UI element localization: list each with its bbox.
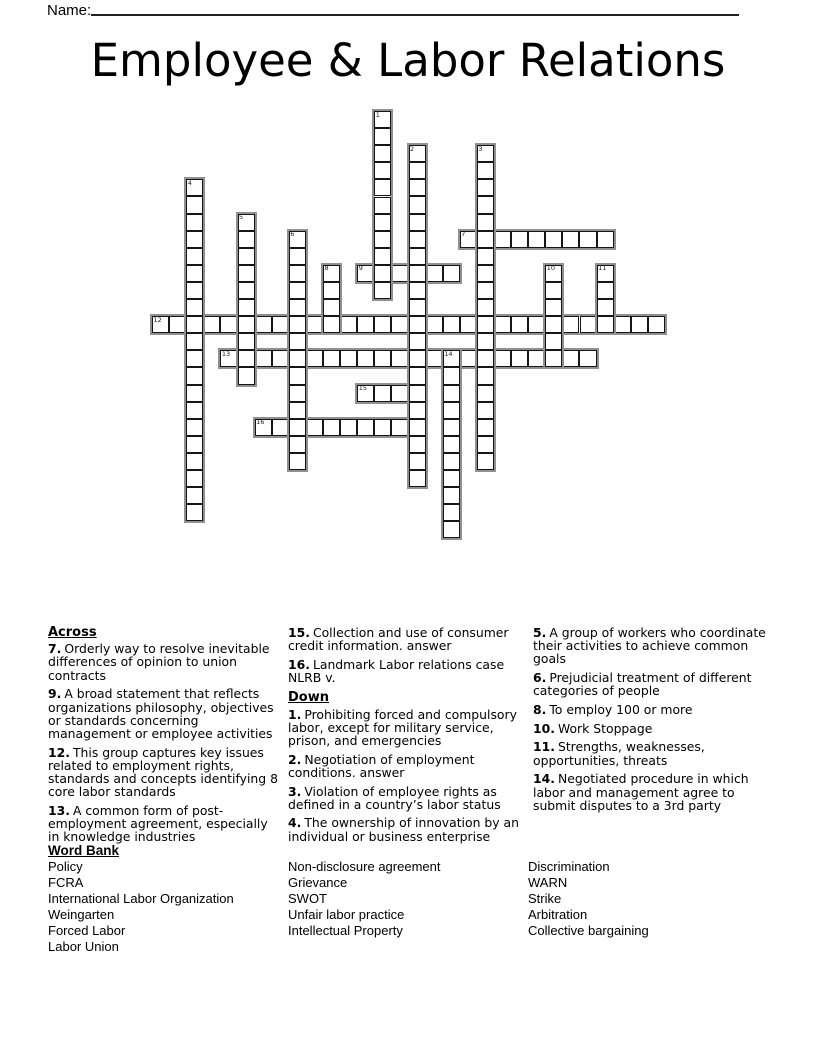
grid-cell[interactable] (614, 316, 631, 333)
grid-cell[interactable] (289, 402, 306, 419)
grid-cell[interactable] (443, 436, 460, 453)
grid-cell[interactable] (340, 350, 357, 367)
grid-cell[interactable] (477, 402, 494, 419)
clue-number: 5. (533, 625, 547, 640)
clue-number: 12. (48, 744, 70, 760)
grid-cell[interactable] (289, 453, 306, 470)
clue-text: Strengths, weaknesses, opportunities, threats (533, 739, 705, 768)
grid-cell[interactable] (443, 419, 460, 436)
clue-number-label: 14 (444, 349, 453, 358)
word-4-down (184, 177, 205, 523)
grid-cell[interactable] (409, 367, 426, 384)
grid-cell[interactable] (443, 367, 460, 384)
grid-cell[interactable] (186, 248, 203, 265)
grid-cell[interactable] (289, 436, 306, 453)
grid-cell[interactable] (238, 248, 255, 265)
grid-cell[interactable] (477, 367, 494, 384)
down-heading: Down (288, 690, 329, 706)
grid-cell[interactable] (374, 419, 391, 436)
grid-cell[interactable] (203, 316, 220, 333)
clue-across-7 (48, 642, 278, 682)
grid-cell[interactable] (186, 333, 203, 350)
grid-cell[interactable] (477, 436, 494, 453)
grid-cell[interactable] (477, 316, 494, 333)
word-bank-item: Weingarten (48, 907, 115, 923)
clue-number: 9. (48, 686, 62, 702)
clue-number: 7. (48, 641, 62, 657)
grid-cell[interactable] (238, 367, 255, 384)
grid-cell[interactable] (289, 248, 306, 265)
grid-cell[interactable] (409, 385, 426, 402)
grid-cell[interactable] (186, 504, 203, 521)
grid-cell[interactable] (494, 350, 511, 367)
clue-across-13 (48, 804, 278, 844)
clue-text: A common form of post-employment agreement, especially in knowledge industries (48, 802, 268, 845)
word-14-down (441, 348, 462, 540)
grid-cell[interactable] (289, 385, 306, 402)
grid-cell[interactable] (357, 350, 374, 367)
word-1-down (372, 109, 393, 301)
grid-cell[interactable] (545, 350, 562, 367)
clue-number: 2. (288, 751, 302, 767)
grid-cell[interactable] (186, 487, 203, 504)
clue-text: Collection and use of consumer credit information. answer (288, 625, 509, 654)
grid-cell[interactable] (289, 419, 306, 436)
clue-number: 1. (288, 706, 302, 722)
word-bank-item: Forced Labor (48, 923, 126, 939)
word-3-down (475, 143, 496, 472)
word-2-down (407, 143, 428, 489)
clue-number-label: 5 (239, 213, 244, 222)
grid-cell[interactable] (340, 419, 357, 436)
clue-down-11 (533, 740, 776, 766)
clue-text: Negotiation of employment conditions. answer (288, 751, 475, 780)
grid-cell[interactable] (597, 231, 614, 248)
word-bank-heading: Word Bank (48, 843, 120, 858)
grid-cell[interactable] (238, 350, 255, 367)
clue-number-label: 15 (358, 384, 367, 393)
clue-column-3 (533, 626, 776, 817)
word-bank-item: Labor Union (48, 939, 119, 955)
clue-down-5 (533, 626, 776, 666)
grid-cell[interactable] (186, 453, 203, 470)
grid-cell[interactable] (409, 299, 426, 316)
grid-cell[interactable] (409, 316, 426, 333)
grid-cell[interactable] (631, 316, 648, 333)
grid-cell[interactable] (597, 299, 614, 316)
grid-cell[interactable] (306, 350, 323, 367)
grid-cell[interactable] (477, 350, 494, 367)
grid-cell[interactable] (186, 214, 203, 231)
grid-cell[interactable] (289, 350, 306, 367)
grid-cell[interactable] (477, 214, 494, 231)
grid-cell[interactable] (238, 299, 255, 316)
grid-cell[interactable] (357, 419, 374, 436)
grid-cell[interactable] (545, 333, 562, 350)
grid-cell[interactable] (443, 316, 460, 333)
clue-number: 10. (533, 720, 555, 736)
grid-cell[interactable] (409, 265, 426, 282)
grid-cell[interactable] (597, 316, 614, 333)
grid-cell[interactable] (443, 504, 460, 521)
clue-number-label: 12 (153, 315, 162, 324)
grid-cell[interactable] (597, 282, 614, 299)
grid-cell[interactable] (545, 316, 562, 333)
clue-down-1 (288, 708, 528, 748)
grid-cell[interactable] (374, 265, 391, 282)
grid-cell[interactable] (409, 179, 426, 196)
grid-cell[interactable] (374, 128, 391, 145)
grid-cell[interactable] (186, 299, 203, 316)
clue-down-6 (533, 671, 776, 697)
clue-number-label: 7 (461, 230, 466, 239)
grid-cell[interactable] (562, 231, 579, 248)
grid-cell[interactable] (289, 316, 306, 333)
grid-cell[interactable] (323, 299, 340, 316)
grid-cell[interactable] (186, 402, 203, 419)
grid-cell[interactable] (289, 299, 306, 316)
grid-cell[interactable] (186, 265, 203, 282)
word-bank-item: Collective bargaining (528, 923, 649, 939)
clue-down-4 (288, 816, 528, 842)
grid-cell[interactable] (238, 333, 255, 350)
grid-cell[interactable] (477, 162, 494, 179)
clue-number: 15. (288, 625, 310, 640)
grid-cell[interactable] (494, 316, 511, 333)
grid-cell[interactable] (374, 350, 391, 367)
grid-cell[interactable] (494, 231, 511, 248)
word-6-down (287, 229, 308, 472)
grid-cell[interactable] (374, 145, 391, 162)
word-bank-item: SWOT (288, 891, 327, 907)
grid-cell[interactable] (306, 419, 323, 436)
grid-cell[interactable] (477, 179, 494, 196)
grid-cell[interactable] (323, 282, 340, 299)
grid-cell[interactable] (511, 316, 528, 333)
grid-cell[interactable] (545, 231, 562, 248)
word-bank-item: Discrimination (528, 859, 610, 874)
clue-down-10 (533, 722, 776, 735)
clue-across-12 (48, 746, 278, 799)
grid-cell[interactable] (323, 419, 340, 436)
clue-down-14 (533, 772, 776, 812)
word-8-down (321, 263, 342, 335)
clue-column-1 (48, 626, 278, 849)
grid-cell[interactable] (477, 248, 494, 265)
clue-number: 4. (288, 815, 302, 831)
grid-cell[interactable] (562, 350, 579, 367)
grid-cell[interactable] (289, 367, 306, 384)
grid-cell[interactable] (323, 316, 340, 333)
grid-cell[interactable] (477, 333, 494, 350)
clue-number-label: 9 (358, 264, 363, 273)
grid-cell[interactable] (289, 333, 306, 350)
grid-cell[interactable] (477, 299, 494, 316)
clue-number: 11. (533, 739, 555, 755)
grid-cell[interactable] (409, 419, 426, 436)
clue-across-15 (288, 626, 528, 652)
word-bank-item: Grievance (288, 875, 348, 891)
word-bank-item: Unfair labor practice (288, 907, 405, 923)
word-bank-item: International Labor Organization (48, 891, 234, 907)
grid-cell[interactable] (443, 265, 460, 282)
grid-cell[interactable] (477, 419, 494, 436)
grid-cell[interactable] (477, 196, 494, 213)
grid-cell[interactable] (426, 265, 443, 282)
clue-number-label: 8 (324, 264, 329, 273)
grid-cell[interactable] (340, 316, 357, 333)
grid-cell[interactable] (186, 316, 203, 333)
grid-cell[interactable] (426, 316, 443, 333)
clue-number-label: 10 (546, 264, 556, 273)
grid-cell[interactable] (443, 402, 460, 419)
word-bank-item: Strike (528, 891, 562, 907)
word-bank-column-2 (288, 859, 440, 939)
grid-cell[interactable] (289, 282, 306, 299)
name-label: Name: (47, 2, 92, 19)
clue-down-3 (288, 785, 528, 811)
grid-cell[interactable] (409, 196, 426, 213)
clue-number: 8. (533, 702, 547, 718)
grid-cell[interactable] (186, 436, 203, 453)
grid-cell[interactable] (409, 282, 426, 299)
clue-text: This group captures key issues related to employment rights, standards and concepts identifying 8 core labor standards (48, 744, 278, 800)
grid-cell[interactable] (579, 231, 596, 248)
word-bank-column-1 (48, 859, 234, 956)
grid-cell[interactable] (186, 385, 203, 402)
clue-number-label: 3 (478, 144, 483, 153)
clue-text: The ownership of innovation by an individual or business enterprise (288, 815, 519, 844)
grid-cell[interactable] (443, 453, 460, 470)
grid-cell[interactable] (443, 487, 460, 504)
word-bank-item: Non-disclosure agreement (288, 859, 441, 874)
word-bank-item: Intellectual Property (288, 923, 403, 939)
clue-number-label: 1 (375, 110, 380, 119)
clue-number-label: 6 (290, 230, 295, 239)
clue-number-label: 2 (410, 144, 415, 153)
clue-text: Work Stoppage (557, 720, 653, 736)
clue-number-label: 16 (256, 418, 265, 427)
clue-text: Negotiated procedure in which labor and management agree to submit disputes to a 3rd party (533, 771, 749, 813)
clue-text: A group of workers who coordinate their activities to achieve common goals (533, 625, 766, 667)
word-bank-item: Policy (48, 859, 83, 874)
grid-cell[interactable] (648, 316, 665, 333)
grid-cell[interactable] (186, 470, 203, 487)
grid-cell[interactable] (238, 282, 255, 299)
grid-cell[interactable] (443, 470, 460, 487)
grid-cell[interactable] (289, 265, 306, 282)
clue-number: 3. (288, 783, 302, 799)
grid-cell[interactable] (374, 248, 391, 265)
grid-cell[interactable] (545, 282, 562, 299)
grid-cell[interactable] (443, 385, 460, 402)
grid-cell[interactable] (186, 231, 203, 248)
clue-text: Landmark Labor relations case NLRB v. (288, 656, 505, 686)
grid-cell[interactable] (409, 402, 426, 419)
clue-number-label: 4 (187, 178, 192, 187)
grid-cell[interactable] (186, 350, 203, 367)
grid-cell[interactable] (238, 231, 255, 248)
grid-cell[interactable] (477, 265, 494, 282)
grid-cell[interactable] (579, 350, 596, 367)
grid-cell[interactable] (374, 162, 391, 179)
word-5-down (236, 212, 257, 387)
clue-number: 16. (288, 656, 310, 672)
grid-cell[interactable] (374, 214, 391, 231)
grid-cell[interactable] (528, 231, 545, 248)
grid-cell[interactable] (374, 179, 391, 196)
grid-cell[interactable] (255, 316, 272, 333)
clue-text: A broad statement that reflects organizations philosophy, objectives or standards concerning management or employee activities (48, 686, 274, 741)
grid-cell[interactable] (511, 231, 528, 248)
word-11-down (595, 263, 616, 335)
grid-cell[interactable] (477, 231, 494, 248)
grid-cell[interactable] (409, 162, 426, 179)
clue-across-9 (48, 687, 278, 740)
grid-cell[interactable] (409, 436, 426, 453)
grid-cell[interactable] (409, 470, 426, 487)
grid-cell[interactable] (357, 316, 374, 333)
page-title: Employee & Labor Relations (90, 34, 726, 87)
grid-cell[interactable] (374, 385, 391, 402)
clue-down-8 (533, 703, 776, 716)
grid-cell[interactable] (374, 282, 391, 299)
grid-cell[interactable] (511, 350, 528, 367)
clue-column-2 (288, 626, 528, 848)
grid-cell[interactable] (409, 350, 426, 367)
clue-across-16 (288, 658, 528, 684)
grid-cell[interactable] (255, 350, 272, 367)
grid-cell[interactable] (409, 214, 426, 231)
grid-cell[interactable] (186, 419, 203, 436)
grid-cell[interactable] (323, 350, 340, 367)
across-heading: Across (48, 625, 97, 640)
grid-cell[interactable] (186, 282, 203, 299)
grid-cell[interactable] (477, 282, 494, 299)
clue-number: 14. (533, 771, 555, 787)
grid-cell[interactable] (545, 299, 562, 316)
clue-text: Orderly way to resolve inevitable differences of opinion to union contracts (48, 641, 270, 683)
grid-cell[interactable] (374, 197, 391, 214)
clue-text: Prohibiting forced and compulsory labor, except for military service, prison, and emergencies (288, 706, 517, 748)
clue-number: 6. (533, 670, 547, 686)
clue-number-label: 11 (598, 264, 607, 273)
word-bank-column-3 (528, 859, 649, 939)
clue-number: 13. (48, 802, 70, 818)
grid-cell[interactable] (477, 453, 494, 470)
word-16-across (253, 417, 428, 438)
grid-cell[interactable] (409, 453, 426, 470)
grid-cell[interactable] (374, 231, 391, 248)
clue-text: Prejudicial treatment of different categories of people (533, 670, 752, 699)
grid-cell[interactable] (409, 231, 426, 248)
grid-cell[interactable] (374, 316, 391, 333)
word-bank-item: WARN (528, 875, 568, 891)
grid-cell[interactable] (443, 521, 460, 538)
grid-cell[interactable] (409, 333, 426, 350)
grid-cell[interactable] (562, 316, 579, 333)
grid-cell[interactable] (477, 385, 494, 402)
clue-number-label: 13 (221, 349, 231, 358)
grid-cell[interactable] (238, 316, 255, 333)
clue-text: To employ 100 or more (549, 702, 693, 718)
clue-down-2 (288, 753, 528, 779)
word-bank-item: FCRA (48, 875, 84, 891)
word-10-down (543, 263, 564, 370)
grid-cell[interactable] (409, 248, 426, 265)
grid-cell[interactable] (186, 196, 203, 213)
word-bank-item: Arbitration (528, 907, 588, 923)
clue-text: Violation of employee rights as defined in a country’s labor status (288, 783, 501, 812)
grid-cell[interactable] (238, 265, 255, 282)
grid-cell[interactable] (186, 367, 203, 384)
